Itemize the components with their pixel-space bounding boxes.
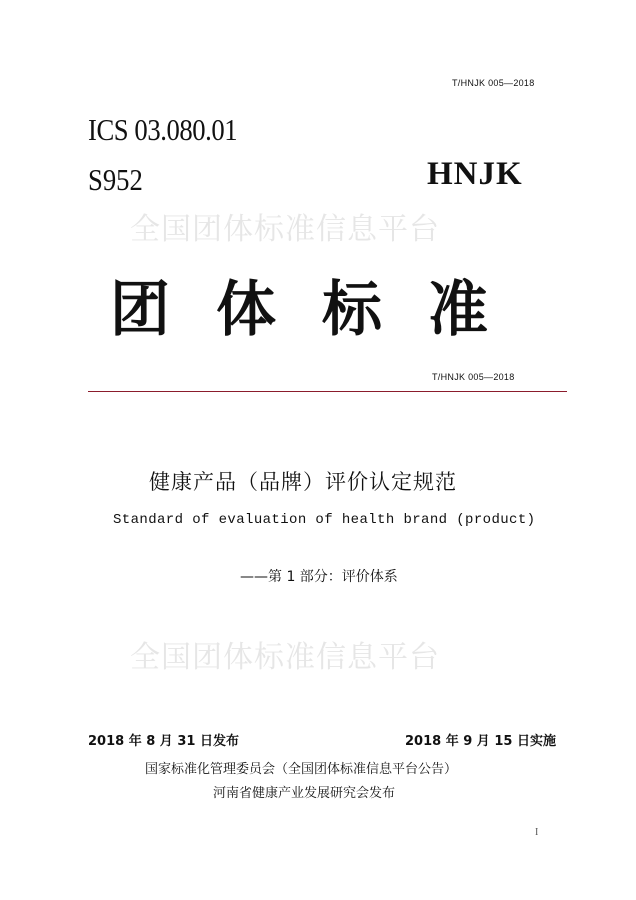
document-title-en: Standard of evaluation of health brand (product) [113,512,536,528]
standard-type-title: 团体标准 [110,275,534,345]
header-rule-divider [88,391,567,392]
ccs-code: S952 [88,162,143,197]
publisher-line-1: 国家标准化管理委员会（全国团体标准信息平台公告） [145,762,458,777]
document-title-cn: 健康产品（品牌）评价认定规范 [149,470,457,494]
page-number: I [535,827,539,838]
standard-number-top: T/HNJK 005—2018 [452,78,535,88]
implementation-date: 2018 年 9 月 15 日实施 [405,734,556,749]
ics-code: ICS 03.080.01 [88,112,238,147]
part-title: ——第 1 部分：评价体系 [240,569,398,585]
standard-number: T/HNJK 005—2018 [432,372,515,382]
publisher-line-2: 河南省健康产业发展研究会发布 [213,786,396,801]
watermark-top: 全国团体标准信息平台 [130,212,440,247]
watermark-bottom: 全国团体标准信息平台 [130,640,440,675]
org-logo-text: HNJK [427,156,523,192]
issue-date: 2018 年 8 月 31 日发布 [88,734,239,749]
